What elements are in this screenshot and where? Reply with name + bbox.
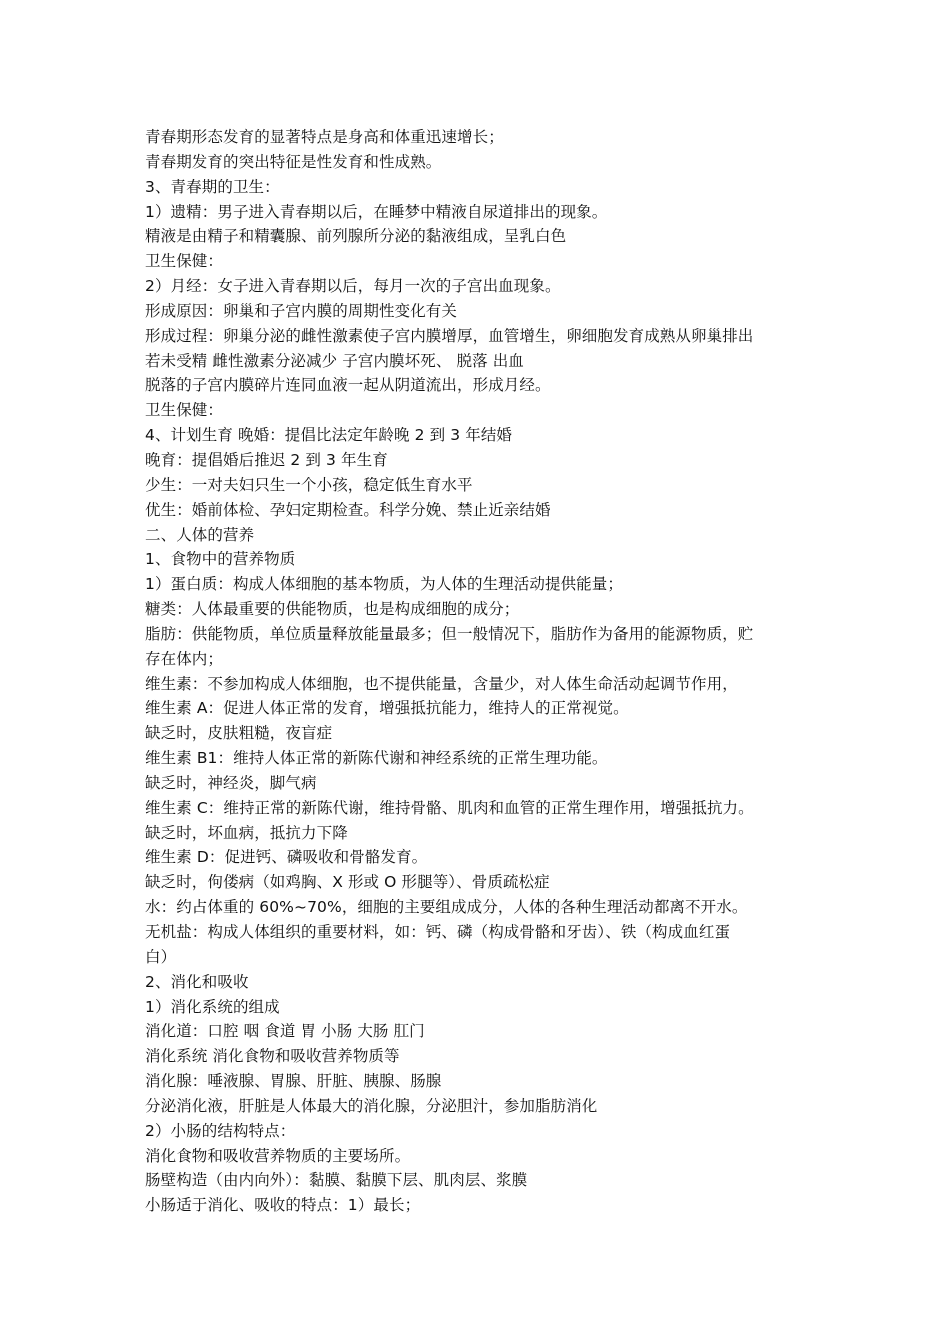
text-line: 优生：婚前体检、孕妇定期检查。科学分娩、禁止近亲结婚 [145,500,551,519]
text-line: 消化道：口腔 咽 食道 胃 小肠 大肠 肛门 [145,1022,425,1041]
text-line: 消化腺：唾液腺、胃腺、肝脏、胰腺、肠腺 [145,1072,442,1091]
text-line: 精液是由精子和精囊腺、前列腺所分泌的黏液组成，呈乳白色 [145,227,567,246]
text-line: 缺乏时，皮肤粗糙，夜盲症 [145,724,333,743]
text-line: 维生素 C：维持正常的新陈代谢，维持骨骼、肌肉和血管的正常生理作用，增强抵抗力。 [145,798,754,817]
text-line: 2）月经：女子进入青春期以后，每月一次的子宫出血现象。 [145,277,561,296]
text-line: 水：约占体重的 60%~70%，细胞的主要组成成分，人体的各种生理活动都离不开水。 [145,898,748,917]
section-heading: 2、消化和吸收 [145,972,249,991]
text-line: 白） [145,947,177,966]
text-line: 消化系统 消化食物和吸收营养物质等 [145,1047,400,1066]
text-line: 晚育：提倡婚后推迟 2 到 3 年生育 [145,450,388,469]
text-line: 青春期形态发育的显著特点是身高和体重迅速增长； [145,128,504,146]
subsection-heading: 1）消化系统的组成 [145,997,280,1016]
text-line: 小肠适于消化、吸收的特点：1）最长； [145,1196,421,1215]
text-line: 卫生保健： [145,401,224,420]
text-line: 维生素 B1：维持人体正常的新陈代谢和神经系统的正常生理功能。 [145,749,608,768]
text-line: 维生素：不参加构成人体细胞，也不提供能量，含量少，对人体生命活动起调节作用， [145,674,738,693]
text-line: 缺乏时，佝偻病（如鸡胸、X 形或 O 形腿等）、骨质疏松症 [145,873,550,892]
chapter-heading: 二、人体的营养 [145,525,255,544]
text-line: 1）蛋白质：构成人体细胞的基本物质，为人体的生理活动提供能量； [145,575,623,594]
text-line: 脱落的子宫内膜碎片连同血液一起从阴道流出，形成月经。 [145,376,551,395]
text-line: 糖类：人体最重要的供能物质，也是构成细胞的成分； [145,600,520,619]
text-line: 消化食物和吸收营养物质的主要场所。 [145,1146,411,1165]
text-line: 卫生保健： [145,252,224,271]
document-page [145,125,815,1218]
text-line: 肠壁构造（由内向外）：黏膜、黏膜下层、肌肉层、浆膜 [145,1171,528,1190]
section-heading: 1、食物中的营养物质 [145,550,296,569]
section-heading: 4、计划生育 晚婚：提倡比法定年龄晚 2 到 3 年结婚 [145,426,513,445]
text-line: 青春期发育的突出特征是性发育和性成熟。 [145,152,442,171]
text-line: 脂肪：供能物质，单位质量释放能量最多；但一般情况下，脂肪作为备用的能源物质，贮 [145,624,754,643]
text-line: 1）遗精：男子进入青春期以后，在睡梦中精液自尿道排出的现象。 [145,202,608,221]
text-line: 维生素 A：促进人体正常的发育，增强抵抗能力，维持人的正常视觉。 [145,699,629,718]
text-line: 形成过程：卵巢分泌的雌性激素使子宫内膜增厚，血管增生，卵细胞发育成熟从卵巢排出 [145,326,754,345]
text-line: 若未受精 雌性激素分泌减少 子宫内膜坏死、 脱落 出血 [145,351,524,370]
text-line: 维生素 D：促进钙、磷吸收和骨骼发育。 [145,848,428,867]
text-line: 少生：一对夫妇只生一个小孩，稳定低生育水平 [145,475,473,494]
section-heading: 3、青春期的卫生： [145,177,280,196]
text-line: 缺乏时，坏血病，抵抗力下降 [145,823,348,842]
text-line: 分泌消化液，肝脏是人体最大的消化腺，分泌胆汁，参加脂肪消化 [145,1096,598,1115]
text-line: 缺乏时，神经炎，脚气病 [145,773,317,792]
text-line: 形成原因：卵巢和子宫内膜的周期性变化有关 [145,301,458,320]
subsection-heading: 2）小肠的结构特点： [145,1121,296,1140]
text-line: 无机盐：构成人体组织的重要材料，如：钙、磷（构成骨骼和牙齿）、铁（构成血红蛋 [145,923,731,941]
text-line: 存在体内； [145,649,224,668]
